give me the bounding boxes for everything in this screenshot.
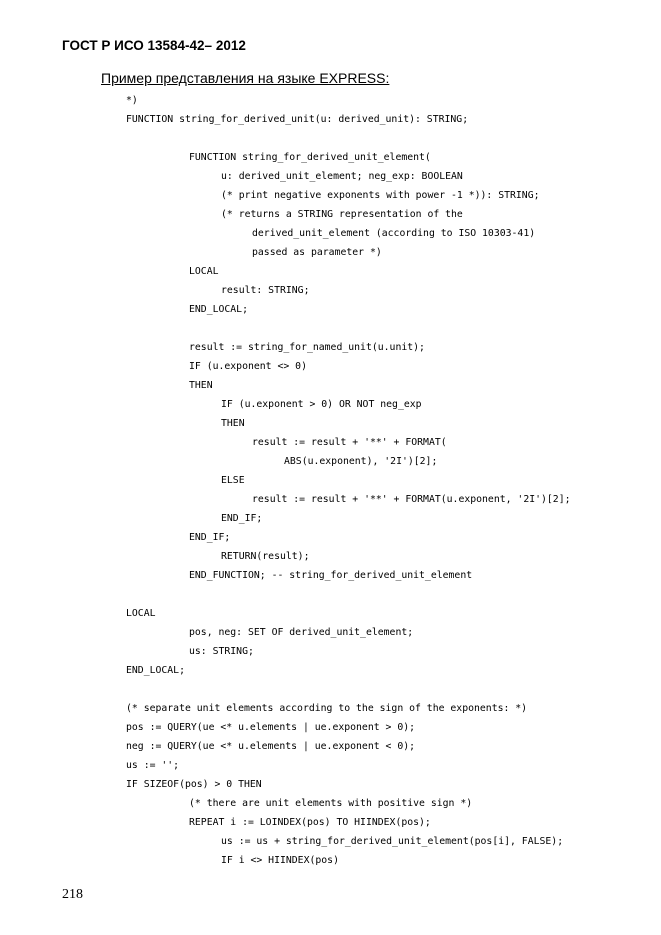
code-line: ELSE [221,475,245,486]
code-line: LOCAL [126,608,156,619]
code-line: (* print negative exponents with power -1 *)): STRING; [221,190,540,201]
code-line: (* returns a STRING representation of the [221,209,463,220]
code-line: END_LOCAL; [189,304,248,315]
code-line: END_FUNCTION; -- string_for_derived_unit_element [189,570,473,581]
code-line: (* there are unit elements with positive sign *) [189,798,473,809]
code-line: passed as parameter *) [252,247,382,258]
code-line: u: derived_unit_element; neg_exp: BOOLEAN [221,171,463,182]
page-number: 218 [62,887,83,902]
code-line: LOCAL [189,266,219,277]
code-line: THEN [189,380,213,391]
standard-header: ГОСТ Р ИСО 13584-42– 2012 [62,38,246,53]
code-line: END_IF; [221,513,263,524]
code-line: IF (u.exponent <> 0) [189,361,307,372]
code-line: result: STRING; [221,285,310,296]
code-line: IF i <> HIINDEX(pos) [221,855,339,866]
code-line: END_IF; [189,532,231,543]
code-line: RETURN(result); [221,551,310,562]
code-line: derived_unit_element (according to ISO 10303-41) [252,228,536,239]
code-line: ABS(u.exponent), '2I')[2]; [284,456,438,467]
code-line: THEN [221,418,245,429]
code-line: us := us + string_for_derived_unit_element(pos[i], FALSE); [221,836,564,847]
code-line: result := result + '**' + FORMAT( [252,437,447,448]
code-line: *) [126,95,138,106]
code-line: IF (u.exponent > 0) OR NOT neg_exp [221,399,422,410]
code-line: IF SIZEOF(pos) > 0 THEN [126,779,262,790]
code-line: pos := QUERY(ue <* u.elements | ue.exponent > 0); [126,722,416,733]
code-line: END_LOCAL; [126,665,185,676]
code-line: REPEAT i := LOINDEX(pos) TO HIINDEX(pos); [189,817,431,828]
code-line: pos, neg: SET OF derived_unit_element; [189,627,414,638]
code-line: neg := QUERY(ue <* u.elements | ue.exponent < 0); [126,741,416,752]
code-line: (* separate unit elements according to the sign of the exponents: *) [126,703,528,714]
code-line: FUNCTION string_for_derived_unit(u: derived_unit): STRING; [126,114,469,125]
code-line: us := ''; [126,760,180,771]
example-caption: Пример представления на языке EXPRESS: [101,70,390,86]
code-line: result := result + '**' + FORMAT(u.exponent, '2I')[2]; [252,494,571,505]
code-line: us: STRING; [189,646,254,657]
code-line: FUNCTION string_for_derived_unit_element( [189,152,431,163]
code-line: result := string_for_named_unit(u.unit); [189,342,425,353]
